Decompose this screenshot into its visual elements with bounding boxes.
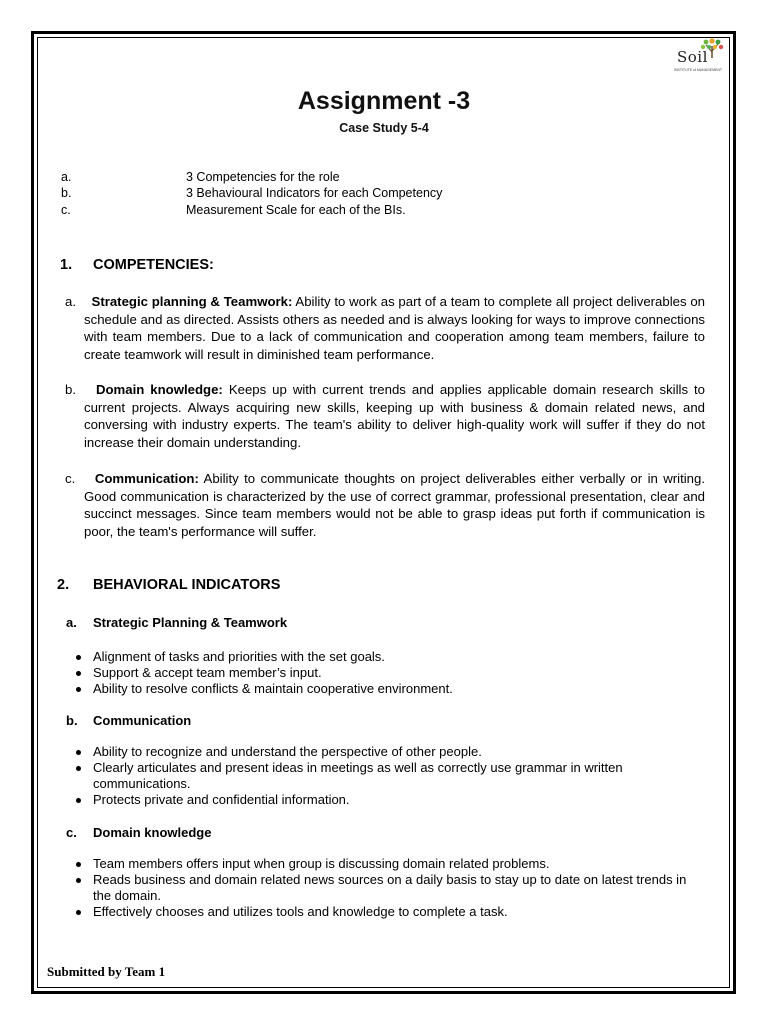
indicator-list	[93, 649, 693, 697]
task-text: 3 Behavioural Indicators for each Competency	[186, 186, 443, 200]
competency-term: Domain knowledge:	[95, 382, 223, 397]
task-letter: b.	[61, 186, 72, 200]
group-title: Communication	[93, 713, 192, 728]
list-item: Alignment of tasks and priorities with the set goals.	[93, 649, 693, 665]
page-subtitle: Case Study 5-4	[339, 121, 429, 135]
group-letter: b.	[66, 713, 78, 728]
bullet-icon	[76, 655, 81, 660]
list-item: Reads business and domain related news sources on a daily basis to stay up to date on latest trends in the domain.	[93, 872, 693, 904]
list-item: Clearly articulates and present ideas in meetings as well as correctly use grammar in written communications.	[93, 760, 693, 792]
group-letter: c.	[66, 825, 77, 840]
competency-text: Ability to work as part of a team to complete all project deliverables on schedule and as directed. Assists others as needed and is always looking for ways to improve connections with team members. Due to a lack of communication and cooperation among team members, failure to create teamwork will result in diminished team performance.	[84, 294, 706, 362]
item-letter: b.	[65, 382, 76, 397]
section-number: 2.	[57, 577, 70, 593]
logo-tagline: INSTITUTE of MANAGEMENT	[673, 68, 723, 72]
competency-paragraph	[65, 381, 706, 451]
submitted-by: Submitted by Team 1	[47, 964, 166, 979]
bullet-icon	[76, 671, 81, 676]
bullet-icon	[76, 750, 81, 755]
list-item: Ability to recognize and understand the perspective of other people.	[93, 744, 693, 760]
page-title: Assignment -3	[297, 87, 471, 115]
task-text: 3 Competencies for the role	[186, 170, 340, 184]
group-title: Strategic Planning & Teamwork	[93, 615, 288, 630]
section-title: BEHAVIORAL INDICATORS	[93, 577, 281, 593]
competency-paragraph	[65, 293, 706, 363]
bullet-icon	[76, 798, 81, 803]
list-item: Effectively chooses and utilizes tools and knowledge to complete a task.	[93, 904, 693, 920]
task-letter: a.	[61, 170, 72, 184]
item-letter: a.	[65, 294, 76, 309]
competency-paragraph	[65, 470, 706, 540]
indicator-list	[93, 856, 693, 920]
bullet-icon	[76, 766, 81, 771]
competency-term: Strategic planning & Teamwork:	[91, 294, 293, 309]
competency-term: Communication:	[94, 471, 199, 486]
bullet-icon	[76, 687, 81, 692]
competency-text: Ability to communicate thoughts on project deliverables either verbally or in writing. Good communication is characterized by the use of correct grammar, professional presentation, clear and succinct messages. Since team members would not be able to grasp ideas put forth if communication is poor, the team's performance will suffer.	[84, 471, 706, 539]
competency-text: Keeps up with current trends and applies applicable domain research skills to current projects. Always acquiring new skills, keeping up with business & domain related news, and conversing with industry experts. The team's ability to deliver high-quality work will suffer if they do not increase their domain understanding.	[84, 382, 706, 450]
group-letter: a.	[66, 615, 77, 630]
item-letter: c.	[65, 471, 76, 486]
list-item: Support & accept team member’s input.	[93, 665, 693, 681]
section-title: COMPETENCIES:	[93, 257, 214, 273]
task-text: Measurement Scale for each of the BIs.	[186, 203, 406, 217]
section-number: 1.	[60, 257, 73, 273]
group-title: Domain knowledge	[93, 825, 212, 840]
list-item: Team members offers input when group is discussing domain related problems.	[93, 856, 693, 872]
bullet-icon	[76, 878, 81, 883]
indicator-list	[93, 744, 693, 808]
logo-name: Soil	[677, 48, 708, 66]
list-item: Ability to resolve conflicts & maintain cooperative environment.	[93, 681, 693, 697]
list-item: Protects private and confidential information.	[93, 792, 693, 808]
task-letter: c.	[61, 203, 71, 217]
bullet-icon	[76, 862, 81, 867]
bullet-icon	[76, 910, 81, 915]
